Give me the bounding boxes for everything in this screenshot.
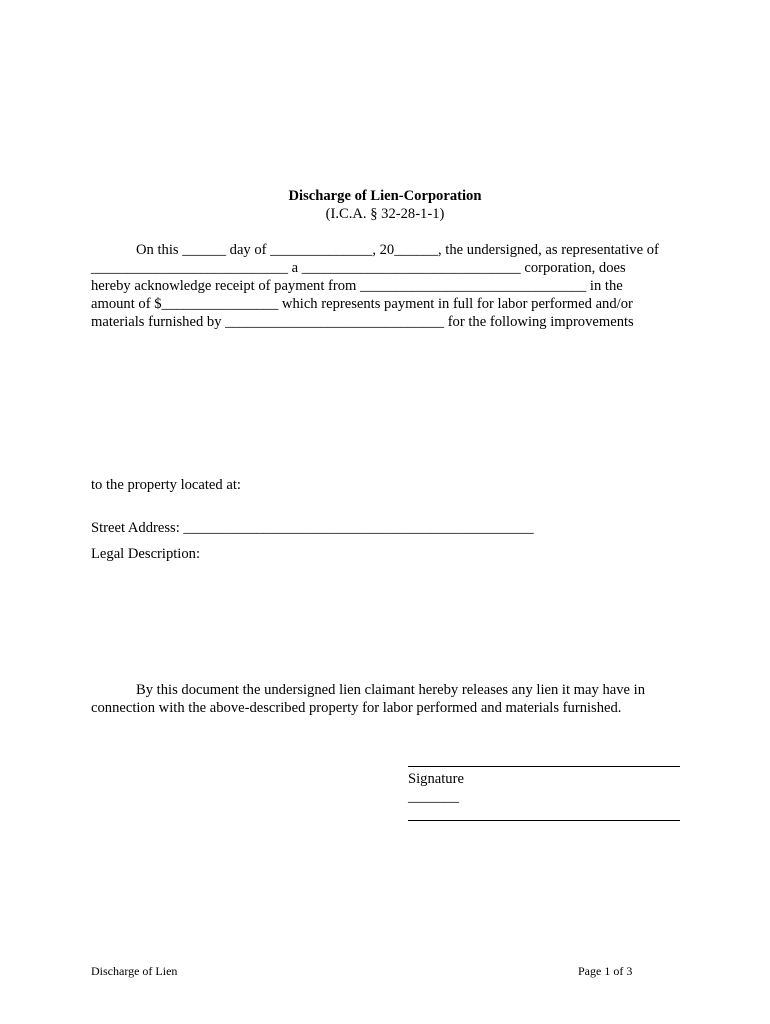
release-line-2: connection with the above-described property for labor performed and materials furnished. <box>91 700 622 716</box>
second-signature-line <box>408 820 680 821</box>
body-line-5: materials furnished by ______________________________ for the following improvements <box>91 314 634 330</box>
street-address-field: Street Address: ________________________________________________ <box>91 520 534 536</box>
signature-label: Signature <box>408 771 464 787</box>
body-line-2: ___________________________ a ______________________________ corporation, does <box>91 260 626 276</box>
body-line-1: On this ______ day of ______________, 20______, the undersigned, as representative of <box>136 242 659 258</box>
release-line-1: By this document the undersigned lien claimant hereby releases any lien it may have in <box>136 682 646 698</box>
legal-description-label: Legal Description: <box>91 546 201 562</box>
document-citation: (I.C.A. § 32-28-1-1) <box>325 206 445 222</box>
body-line-3: hereby acknowledge receipt of payment from _______________________________ in the <box>91 278 623 294</box>
short-blank-line: _______ <box>408 789 460 805</box>
body-line-4: amount of $________________ which represents payment in full for labor performed and/or <box>91 296 633 312</box>
document-title: Discharge of Lien-Corporation <box>288 188 482 204</box>
property-intro: to the property located at: <box>91 477 241 493</box>
footer-title: Discharge of Lien <box>91 964 178 978</box>
signature-line <box>408 766 680 767</box>
page-number: Page 1 of 3 <box>578 964 633 978</box>
